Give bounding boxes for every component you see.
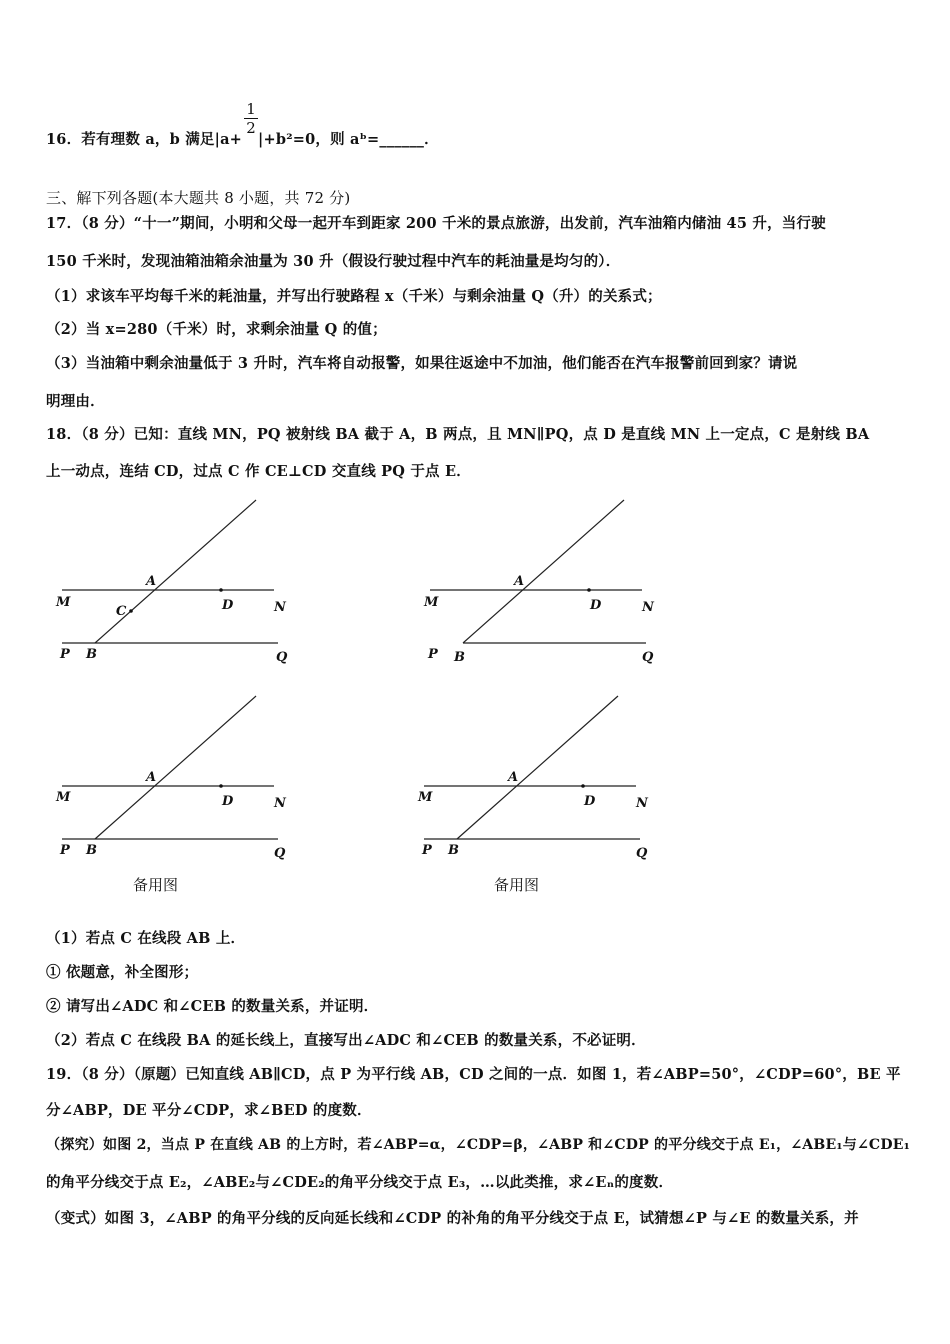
label-Q: Q	[276, 650, 288, 665]
q18-figure-main	[50, 495, 300, 675]
q16-pre: 16．若有理数 a，b 满足|a+	[46, 131, 243, 148]
label-N: N	[274, 796, 286, 811]
q19-line-5: （变式）如图 3，∠ABP 的角平分线的反向延长线和∠CDP 的补角的角平分线交于点 E，试猜想∠P 与∠E 的数量关系，并	[46, 1210, 859, 1227]
label-Q: Q	[274, 846, 286, 861]
label-A: A	[514, 574, 525, 589]
label-P: P	[60, 843, 70, 858]
label-N: N	[636, 796, 648, 811]
q19-line-3: （探究）如图 2，当点 P 在直线 AB 的上方时，若∠ABP=α，∠CDP=β，∠ABP 和∠CDP 的平分线交于点 E₁，∠ABE₁与∠CDE₁	[46, 1137, 910, 1153]
q17-sub-1: （1）求该车平均每千米的耗油量，并写出行驶路程 x（千米）与剩余油量 Q（升）的关系式；	[46, 288, 662, 305]
label-A: A	[146, 574, 157, 589]
label-P: P	[422, 843, 432, 858]
q16-fraction	[244, 100, 258, 137]
q18-sub-1: （1）若点 C 在线段 AB 上．	[46, 930, 246, 947]
label-M: M	[56, 790, 71, 805]
spare-figure-caption-1: 备用图	[133, 876, 179, 894]
label-P: P	[428, 647, 438, 662]
label-D: D	[222, 598, 234, 613]
label-D: D	[590, 598, 602, 613]
q18-sub-2: （2）若点 C 在线段 BA 的延长线上，直接写出∠ADC 和∠CEB 的数量关系，不必证明．	[46, 1032, 646, 1049]
section-heading: 三、解下列各题(本大题共 8 小题，共 72 分)	[46, 189, 351, 207]
label-A: A	[508, 770, 519, 785]
label-P: P	[60, 647, 70, 662]
label-A: A	[146, 770, 157, 785]
label-B: B	[86, 843, 97, 858]
label-M: M	[418, 790, 433, 805]
q18-figure-2	[418, 495, 668, 675]
label-B: B	[86, 647, 97, 662]
label-B: B	[454, 650, 465, 665]
q16-line	[46, 128, 439, 149]
label-N: N	[274, 600, 286, 615]
label-M: M	[424, 595, 439, 610]
q17-line-1: 17．（8 分）“十一”期间，小明和父母一起开车到距家 200 千米的景点旅游，出发前，汽车油箱内储油 45 升，当行驶	[46, 215, 826, 232]
q18-line-1: 18．（8 分）已知：直线 MN，PQ 被射线 BA 截于 A，B 两点，且 MN∥PQ，点 D 是直线 MN 上一定点，C 是射线 BA	[46, 426, 870, 443]
label-N: N	[642, 600, 654, 615]
q18-spare-figure-1	[50, 690, 300, 870]
label-Q: Q	[636, 846, 648, 861]
label-Q: Q	[642, 650, 654, 665]
q16-post: |+b²=0，则 aᵇ=______．	[258, 131, 439, 148]
q19-line-4: 的角平分线交于点 E₂，∠ABE₂与∠CDE₂的角平分线交于点 E₃，…以此类推，求∠Eₙ的度数．	[46, 1174, 674, 1191]
label-D: D	[584, 794, 596, 809]
q17-sub-3a: （3）当油箱中剩余油量低于 3 升时，汽车将自动报警，如果往返途中不加油，他们能否在汽车报警前回到家？请说	[46, 355, 798, 372]
fraction-denominator: 2	[246, 119, 256, 137]
label-M: M	[56, 595, 71, 610]
q19-line-2: 分∠ABP，DE 平分∠CDP，求∠BED 的度数．	[46, 1102, 372, 1119]
q18-sub-1-2: ② 请写出∠ADC 和∠CEB 的数量关系，并证明．	[46, 998, 379, 1015]
q17-line-2: 150 千米时，发现油箱油箱余油量为 30 升（假设行驶过程中汽车的耗油量是均匀的）．	[46, 253, 621, 270]
label-C: C	[116, 604, 127, 619]
q18-sub-1-1: ① 依题意，补全图形；	[46, 964, 199, 981]
q17-sub-2: （2）当 x=280（千米）时，求剩余油量 Q 的值；	[46, 321, 387, 338]
label-D: D	[222, 794, 234, 809]
fraction-numerator: 1	[244, 100, 258, 119]
label-B: B	[448, 843, 459, 858]
q18-line-2: 上一动点，连结 CD，过点 C 作 CE⊥CD 交直线 PQ 于点 E．	[46, 463, 471, 480]
q17-sub-3b: 明理由．	[46, 393, 105, 410]
q18-spare-figure-2	[412, 690, 662, 870]
q19-line-1: 19．（8 分）（原题）已知直线 AB∥CD，点 P 为平行线 AB，CD 之间的一点．如图 1，若∠ABP=50°，∠CDP=60°，BE 平	[46, 1066, 901, 1083]
spare-figure-caption-2: 备用图	[494, 876, 540, 894]
